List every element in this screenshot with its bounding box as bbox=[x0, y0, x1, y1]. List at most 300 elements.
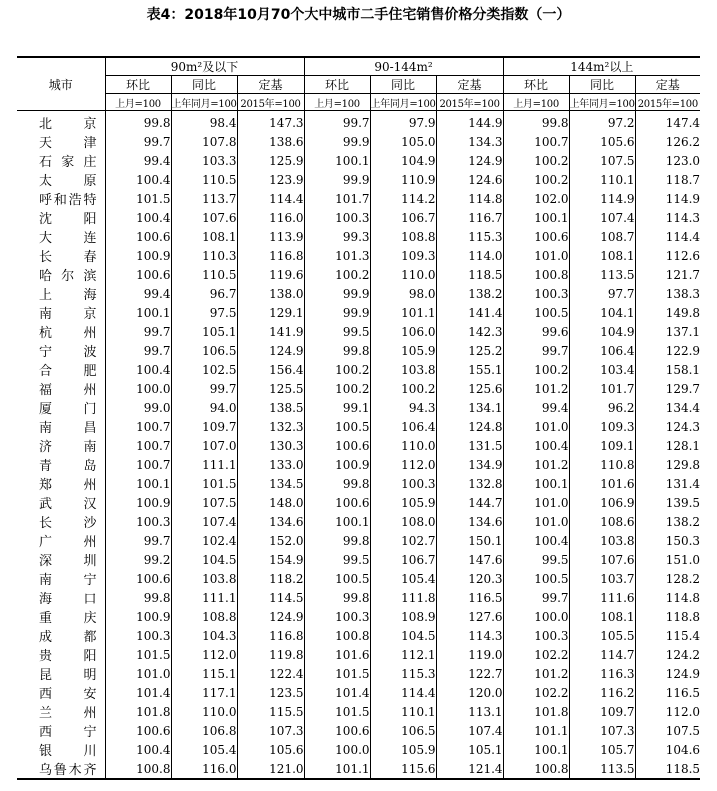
index-value: 101.6 bbox=[304, 645, 370, 664]
city-name: 长沙 bbox=[39, 516, 97, 531]
table-row bbox=[17, 683, 700, 702]
city-name: 南昌 bbox=[39, 421, 97, 436]
index-value: 131.5 bbox=[436, 436, 503, 455]
index-value: 100.6 bbox=[503, 227, 569, 246]
city-name: 贵阳 bbox=[39, 649, 97, 664]
index-value: 103.8 bbox=[171, 569, 237, 588]
index-value: 138.2 bbox=[635, 512, 700, 531]
index-value: 99.6 bbox=[503, 322, 569, 341]
index-value: 114.8 bbox=[635, 588, 700, 607]
index-value: 119.0 bbox=[436, 645, 503, 664]
index-value: 100.4 bbox=[503, 436, 569, 455]
index-value: 102.2 bbox=[503, 683, 569, 702]
index-value: 110.1 bbox=[370, 702, 436, 721]
index-value: 110.9 bbox=[370, 170, 436, 189]
index-value: 100.7 bbox=[105, 417, 171, 436]
index-value: 134.5 bbox=[237, 474, 304, 493]
index-value: 109.3 bbox=[370, 246, 436, 265]
index-value: 100.2 bbox=[503, 151, 569, 170]
index-value: 110.5 bbox=[171, 265, 237, 284]
index-value: 116.5 bbox=[635, 683, 700, 702]
base-header-mom: 上月=100 bbox=[503, 94, 569, 111]
index-value: 101.5 bbox=[304, 702, 370, 721]
index-value: 152.0 bbox=[237, 531, 304, 550]
metric-header-yoy: 同比 bbox=[569, 76, 635, 94]
index-value: 115.6 bbox=[370, 759, 436, 779]
index-value: 99.4 bbox=[105, 151, 171, 170]
index-value: 112.0 bbox=[370, 455, 436, 474]
index-value: 99.5 bbox=[503, 550, 569, 569]
index-value: 100.6 bbox=[105, 265, 171, 284]
index-value: 112.1 bbox=[370, 645, 436, 664]
index-value: 116.8 bbox=[237, 626, 304, 645]
index-value: 96.2 bbox=[569, 398, 635, 417]
index-value: 107.4 bbox=[569, 208, 635, 227]
index-value: 100.1 bbox=[503, 208, 569, 227]
index-value: 134.9 bbox=[436, 455, 503, 474]
index-value: 108.7 bbox=[569, 227, 635, 246]
index-value: 113.9 bbox=[237, 227, 304, 246]
city-name: 北京 bbox=[39, 117, 97, 132]
metric-header-base: 定基 bbox=[436, 76, 503, 94]
index-value: 101.5 bbox=[105, 645, 171, 664]
city-name: 天津 bbox=[39, 136, 97, 151]
index-value: 105.0 bbox=[370, 132, 436, 151]
index-value: 134.6 bbox=[436, 512, 503, 531]
index-value: 100.1 bbox=[304, 512, 370, 531]
index-value: 105.1 bbox=[436, 740, 503, 759]
index-value: 100.3 bbox=[304, 607, 370, 626]
metric-header-mom: 环比 bbox=[304, 76, 370, 94]
city-name: 西安 bbox=[39, 687, 97, 702]
metric-header-yoy: 同比 bbox=[171, 76, 237, 94]
index-value: 108.8 bbox=[370, 227, 436, 246]
index-value: 101.2 bbox=[503, 664, 569, 683]
index-value: 124.3 bbox=[635, 417, 700, 436]
index-value: 101.4 bbox=[304, 683, 370, 702]
index-value: 132.8 bbox=[436, 474, 503, 493]
index-value: 99.7 bbox=[105, 322, 171, 341]
index-value: 99.7 bbox=[503, 588, 569, 607]
index-value: 100.2 bbox=[304, 379, 370, 398]
city-name: 石家庄 bbox=[39, 155, 97, 170]
index-value: 108.1 bbox=[569, 607, 635, 626]
index-value: 100.9 bbox=[105, 246, 171, 265]
table-row bbox=[17, 132, 700, 151]
index-value: 100.4 bbox=[105, 740, 171, 759]
index-value: 138.3 bbox=[635, 284, 700, 303]
index-value: 114.3 bbox=[635, 208, 700, 227]
index-value: 134.4 bbox=[635, 398, 700, 417]
index-value: 115.1 bbox=[171, 664, 237, 683]
index-value: 99.2 bbox=[105, 550, 171, 569]
index-value: 126.2 bbox=[635, 132, 700, 151]
index-value: 107.4 bbox=[436, 721, 503, 740]
city-name: 宁波 bbox=[39, 345, 97, 360]
index-value: 103.8 bbox=[569, 531, 635, 550]
base-header-yoy: 上年同月=100 bbox=[171, 94, 237, 111]
table-row bbox=[17, 170, 700, 189]
index-value: 97.5 bbox=[171, 303, 237, 322]
index-value: 99.7 bbox=[171, 379, 237, 398]
table-row bbox=[17, 740, 700, 759]
table-row bbox=[17, 512, 700, 531]
index-value: 106.4 bbox=[370, 417, 436, 436]
index-value: 117.1 bbox=[171, 683, 237, 702]
index-value: 114.2 bbox=[370, 189, 436, 208]
city-name: 厦门 bbox=[39, 402, 97, 417]
city-name: 大连 bbox=[39, 231, 97, 246]
index-value: 111.1 bbox=[171, 455, 237, 474]
index-value: 101.5 bbox=[105, 189, 171, 208]
city-name: 昆明 bbox=[39, 668, 97, 683]
index-value: 99.8 bbox=[304, 531, 370, 550]
index-value: 114.4 bbox=[370, 683, 436, 702]
index-value: 100.1 bbox=[503, 740, 569, 759]
table-row bbox=[17, 607, 700, 626]
index-value: 114.9 bbox=[635, 189, 700, 208]
index-value: 127.6 bbox=[436, 607, 503, 626]
index-value: 123.0 bbox=[635, 151, 700, 170]
index-value: 147.4 bbox=[635, 111, 700, 133]
index-value: 109.3 bbox=[569, 417, 635, 436]
index-value: 105.9 bbox=[370, 341, 436, 360]
city-name: 哈尔滨 bbox=[39, 269, 97, 284]
index-value: 124.2 bbox=[635, 645, 700, 664]
index-value: 101.0 bbox=[503, 512, 569, 531]
index-value: 107.6 bbox=[171, 208, 237, 227]
index-value: 100.6 bbox=[105, 721, 171, 740]
table-row bbox=[17, 417, 700, 436]
index-value: 100.6 bbox=[105, 227, 171, 246]
index-value: 103.7 bbox=[569, 569, 635, 588]
index-value: 124.6 bbox=[436, 170, 503, 189]
index-value: 122.4 bbox=[237, 664, 304, 683]
index-value: 115.5 bbox=[237, 702, 304, 721]
index-value: 99.7 bbox=[503, 341, 569, 360]
index-value: 100.5 bbox=[503, 569, 569, 588]
table-row bbox=[17, 455, 700, 474]
index-value: 98.4 bbox=[171, 111, 237, 133]
index-value: 99.8 bbox=[503, 111, 569, 133]
index-value: 99.3 bbox=[304, 227, 370, 246]
table-row bbox=[17, 189, 700, 208]
index-value: 107.5 bbox=[171, 493, 237, 512]
index-value: 141.9 bbox=[237, 322, 304, 341]
index-value: 114.7 bbox=[569, 645, 635, 664]
index-value: 155.1 bbox=[436, 360, 503, 379]
index-value: 100.1 bbox=[105, 474, 171, 493]
index-value: 103.8 bbox=[370, 360, 436, 379]
index-value: 106.8 bbox=[171, 721, 237, 740]
index-value: 109.7 bbox=[171, 417, 237, 436]
table-row bbox=[17, 227, 700, 246]
index-value: 100.5 bbox=[503, 303, 569, 322]
index-value: 94.0 bbox=[171, 398, 237, 417]
index-value: 100.8 bbox=[105, 759, 171, 779]
index-value: 105.9 bbox=[370, 493, 436, 512]
index-value: 148.0 bbox=[237, 493, 304, 512]
table-header bbox=[17, 57, 700, 111]
index-value: 116.5 bbox=[436, 588, 503, 607]
table-row bbox=[17, 284, 700, 303]
index-value: 134.1 bbox=[436, 398, 503, 417]
index-value: 119.8 bbox=[237, 645, 304, 664]
index-value: 98.0 bbox=[370, 284, 436, 303]
index-value: 101.4 bbox=[105, 683, 171, 702]
index-value: 115.3 bbox=[436, 227, 503, 246]
index-value: 99.7 bbox=[304, 111, 370, 133]
index-value: 120.3 bbox=[436, 569, 503, 588]
index-value: 97.7 bbox=[569, 284, 635, 303]
index-value: 121.0 bbox=[237, 759, 304, 779]
index-value: 99.5 bbox=[304, 322, 370, 341]
index-value: 97.9 bbox=[370, 111, 436, 133]
index-value: 102.4 bbox=[171, 531, 237, 550]
index-value: 129.1 bbox=[237, 303, 304, 322]
table-row bbox=[17, 322, 700, 341]
index-value: 147.3 bbox=[237, 111, 304, 133]
index-value: 107.8 bbox=[171, 132, 237, 151]
index-value: 104.5 bbox=[171, 550, 237, 569]
index-value: 110.1 bbox=[569, 170, 635, 189]
index-value: 101.5 bbox=[171, 474, 237, 493]
city-name: 银川 bbox=[39, 744, 97, 759]
index-value: 123.9 bbox=[237, 170, 304, 189]
index-value: 99.9 bbox=[304, 284, 370, 303]
index-value: 109.1 bbox=[569, 436, 635, 455]
index-value: 150.3 bbox=[635, 531, 700, 550]
index-value: 100.0 bbox=[105, 379, 171, 398]
index-value: 107.5 bbox=[569, 151, 635, 170]
index-value: 112.0 bbox=[171, 645, 237, 664]
index-value: 100.4 bbox=[503, 531, 569, 550]
index-value: 100.3 bbox=[105, 626, 171, 645]
index-value: 100.1 bbox=[304, 151, 370, 170]
index-value: 129.7 bbox=[635, 379, 700, 398]
index-value: 118.5 bbox=[635, 759, 700, 779]
table-title: 表4：2018年10月70个大中城市二手住宅销售价格分类指数（一） bbox=[146, 7, 571, 23]
table-row bbox=[17, 341, 700, 360]
index-value: 100.3 bbox=[105, 512, 171, 531]
table-row bbox=[17, 111, 700, 133]
index-value: 100.5 bbox=[304, 417, 370, 436]
index-value: 100.0 bbox=[304, 740, 370, 759]
group-header: 90m²及以下 bbox=[105, 57, 304, 76]
index-value: 104.9 bbox=[370, 151, 436, 170]
index-value: 104.9 bbox=[569, 322, 635, 341]
index-value: 124.9 bbox=[237, 341, 304, 360]
index-value: 100.4 bbox=[105, 360, 171, 379]
index-value: 118.2 bbox=[237, 569, 304, 588]
index-value: 125.9 bbox=[237, 151, 304, 170]
index-value: 100.6 bbox=[304, 436, 370, 455]
index-value: 101.8 bbox=[503, 702, 569, 721]
city-name: 福州 bbox=[39, 383, 97, 398]
table-row bbox=[17, 702, 700, 721]
index-value: 103.3 bbox=[171, 151, 237, 170]
index-value: 106.5 bbox=[370, 721, 436, 740]
index-value: 106.9 bbox=[569, 493, 635, 512]
index-value: 100.5 bbox=[304, 569, 370, 588]
index-value: 138.0 bbox=[237, 284, 304, 303]
index-value: 106.0 bbox=[370, 322, 436, 341]
index-value: 118.8 bbox=[635, 607, 700, 626]
index-value: 116.0 bbox=[237, 208, 304, 227]
index-value: 122.7 bbox=[436, 664, 503, 683]
index-value: 101.7 bbox=[569, 379, 635, 398]
index-value: 100.4 bbox=[105, 208, 171, 227]
index-value: 119.6 bbox=[237, 265, 304, 284]
city-name: 南京 bbox=[39, 307, 97, 322]
index-value: 147.6 bbox=[436, 550, 503, 569]
index-value: 118.5 bbox=[436, 265, 503, 284]
index-value: 158.1 bbox=[635, 360, 700, 379]
table-row bbox=[17, 436, 700, 455]
index-value: 124.9 bbox=[436, 151, 503, 170]
index-value: 107.3 bbox=[569, 721, 635, 740]
index-value: 105.6 bbox=[237, 740, 304, 759]
index-value: 105.9 bbox=[370, 740, 436, 759]
city-name: 济南 bbox=[39, 440, 97, 455]
index-value: 149.8 bbox=[635, 303, 700, 322]
city-column-header: 城市 bbox=[17, 57, 105, 111]
index-value: 99.8 bbox=[304, 474, 370, 493]
index-value: 100.3 bbox=[503, 284, 569, 303]
index-value: 100.8 bbox=[304, 626, 370, 645]
index-value: 94.3 bbox=[370, 398, 436, 417]
metric-header-base: 定基 bbox=[635, 76, 700, 94]
index-value: 124.8 bbox=[436, 417, 503, 436]
index-value: 107.0 bbox=[171, 436, 237, 455]
index-value: 101.0 bbox=[503, 246, 569, 265]
city-name: 南宁 bbox=[39, 573, 97, 588]
index-value: 99.8 bbox=[304, 588, 370, 607]
index-value: 112.6 bbox=[635, 246, 700, 265]
index-value: 133.0 bbox=[237, 455, 304, 474]
base-header-mom: 上月=100 bbox=[304, 94, 370, 111]
index-value: 102.7 bbox=[370, 531, 436, 550]
index-value: 101.3 bbox=[304, 246, 370, 265]
index-value: 114.0 bbox=[436, 246, 503, 265]
index-value: 115.4 bbox=[635, 626, 700, 645]
table-row bbox=[17, 550, 700, 569]
index-value: 100.8 bbox=[503, 265, 569, 284]
base-header-yoy: 上年同月=100 bbox=[370, 94, 436, 111]
city-name: 郑州 bbox=[39, 478, 97, 493]
index-value: 106.5 bbox=[171, 341, 237, 360]
index-value: 151.0 bbox=[635, 550, 700, 569]
table-row bbox=[17, 398, 700, 417]
index-value: 106.7 bbox=[370, 550, 436, 569]
index-value: 106.7 bbox=[370, 208, 436, 227]
index-value: 100.9 bbox=[304, 455, 370, 474]
index-value: 100.7 bbox=[105, 455, 171, 474]
index-value: 125.6 bbox=[436, 379, 503, 398]
index-value: 121.7 bbox=[635, 265, 700, 284]
index-value: 99.7 bbox=[105, 341, 171, 360]
index-value: 144.9 bbox=[436, 111, 503, 133]
index-value: 110.0 bbox=[370, 265, 436, 284]
index-value: 110.5 bbox=[171, 170, 237, 189]
table-row bbox=[17, 645, 700, 664]
city-name: 沈阳 bbox=[39, 212, 97, 227]
index-value: 110.8 bbox=[569, 455, 635, 474]
index-value: 96.7 bbox=[171, 284, 237, 303]
index-value: 129.8 bbox=[635, 455, 700, 474]
table-row bbox=[17, 588, 700, 607]
index-value: 124.9 bbox=[635, 664, 700, 683]
index-value: 101.2 bbox=[503, 379, 569, 398]
index-value: 100.6 bbox=[304, 493, 370, 512]
index-value: 100.2 bbox=[370, 379, 436, 398]
index-value: 113.5 bbox=[569, 759, 635, 779]
index-value: 108.1 bbox=[171, 227, 237, 246]
city-name: 杭州 bbox=[39, 326, 97, 341]
index-value: 100.4 bbox=[105, 170, 171, 189]
index-value: 105.4 bbox=[171, 740, 237, 759]
index-value: 101.8 bbox=[105, 702, 171, 721]
index-value: 110.0 bbox=[171, 702, 237, 721]
index-value: 108.9 bbox=[370, 607, 436, 626]
index-value: 101.1 bbox=[503, 721, 569, 740]
table-row bbox=[17, 721, 700, 740]
index-value: 99.8 bbox=[105, 588, 171, 607]
index-value: 134.3 bbox=[436, 132, 503, 151]
index-value: 106.4 bbox=[569, 341, 635, 360]
index-value: 100.9 bbox=[105, 493, 171, 512]
index-value: 97.2 bbox=[569, 111, 635, 133]
group-header: 90-144m² bbox=[304, 57, 503, 76]
index-value: 111.8 bbox=[370, 588, 436, 607]
metric-header-mom: 环比 bbox=[105, 76, 171, 94]
table-row bbox=[17, 474, 700, 493]
index-value: 99.9 bbox=[304, 170, 370, 189]
base-header-base: 2015年=100 bbox=[436, 94, 503, 111]
index-value: 156.4 bbox=[237, 360, 304, 379]
index-value: 114.4 bbox=[237, 189, 304, 208]
table-row bbox=[17, 265, 700, 284]
index-value: 105.7 bbox=[569, 740, 635, 759]
index-value: 104.5 bbox=[370, 626, 436, 645]
city-name: 上海 bbox=[39, 288, 97, 303]
index-value: 101.6 bbox=[569, 474, 635, 493]
index-value: 102.5 bbox=[171, 360, 237, 379]
index-value: 99.1 bbox=[304, 398, 370, 417]
city-name: 太原 bbox=[39, 174, 97, 189]
table-row bbox=[17, 759, 700, 779]
index-value: 154.9 bbox=[237, 550, 304, 569]
index-value: 115.3 bbox=[370, 664, 436, 683]
index-value: 138.2 bbox=[436, 284, 503, 303]
city-name: 成都 bbox=[39, 630, 97, 645]
index-value: 101.0 bbox=[105, 664, 171, 683]
index-value: 125.5 bbox=[237, 379, 304, 398]
index-value: 99.4 bbox=[503, 398, 569, 417]
index-value: 113.1 bbox=[436, 702, 503, 721]
index-value: 101.0 bbox=[503, 417, 569, 436]
index-value: 134.6 bbox=[237, 512, 304, 531]
index-value: 120.0 bbox=[436, 683, 503, 702]
index-value: 99.8 bbox=[105, 111, 171, 133]
index-value: 103.4 bbox=[569, 360, 635, 379]
index-value: 100.8 bbox=[503, 759, 569, 779]
index-value: 112.0 bbox=[635, 702, 700, 721]
city-name: 乌鲁木齐 bbox=[17, 759, 105, 779]
table-body bbox=[17, 111, 700, 780]
base-header-base: 2015年=100 bbox=[635, 94, 700, 111]
index-value: 100.0 bbox=[503, 607, 569, 626]
